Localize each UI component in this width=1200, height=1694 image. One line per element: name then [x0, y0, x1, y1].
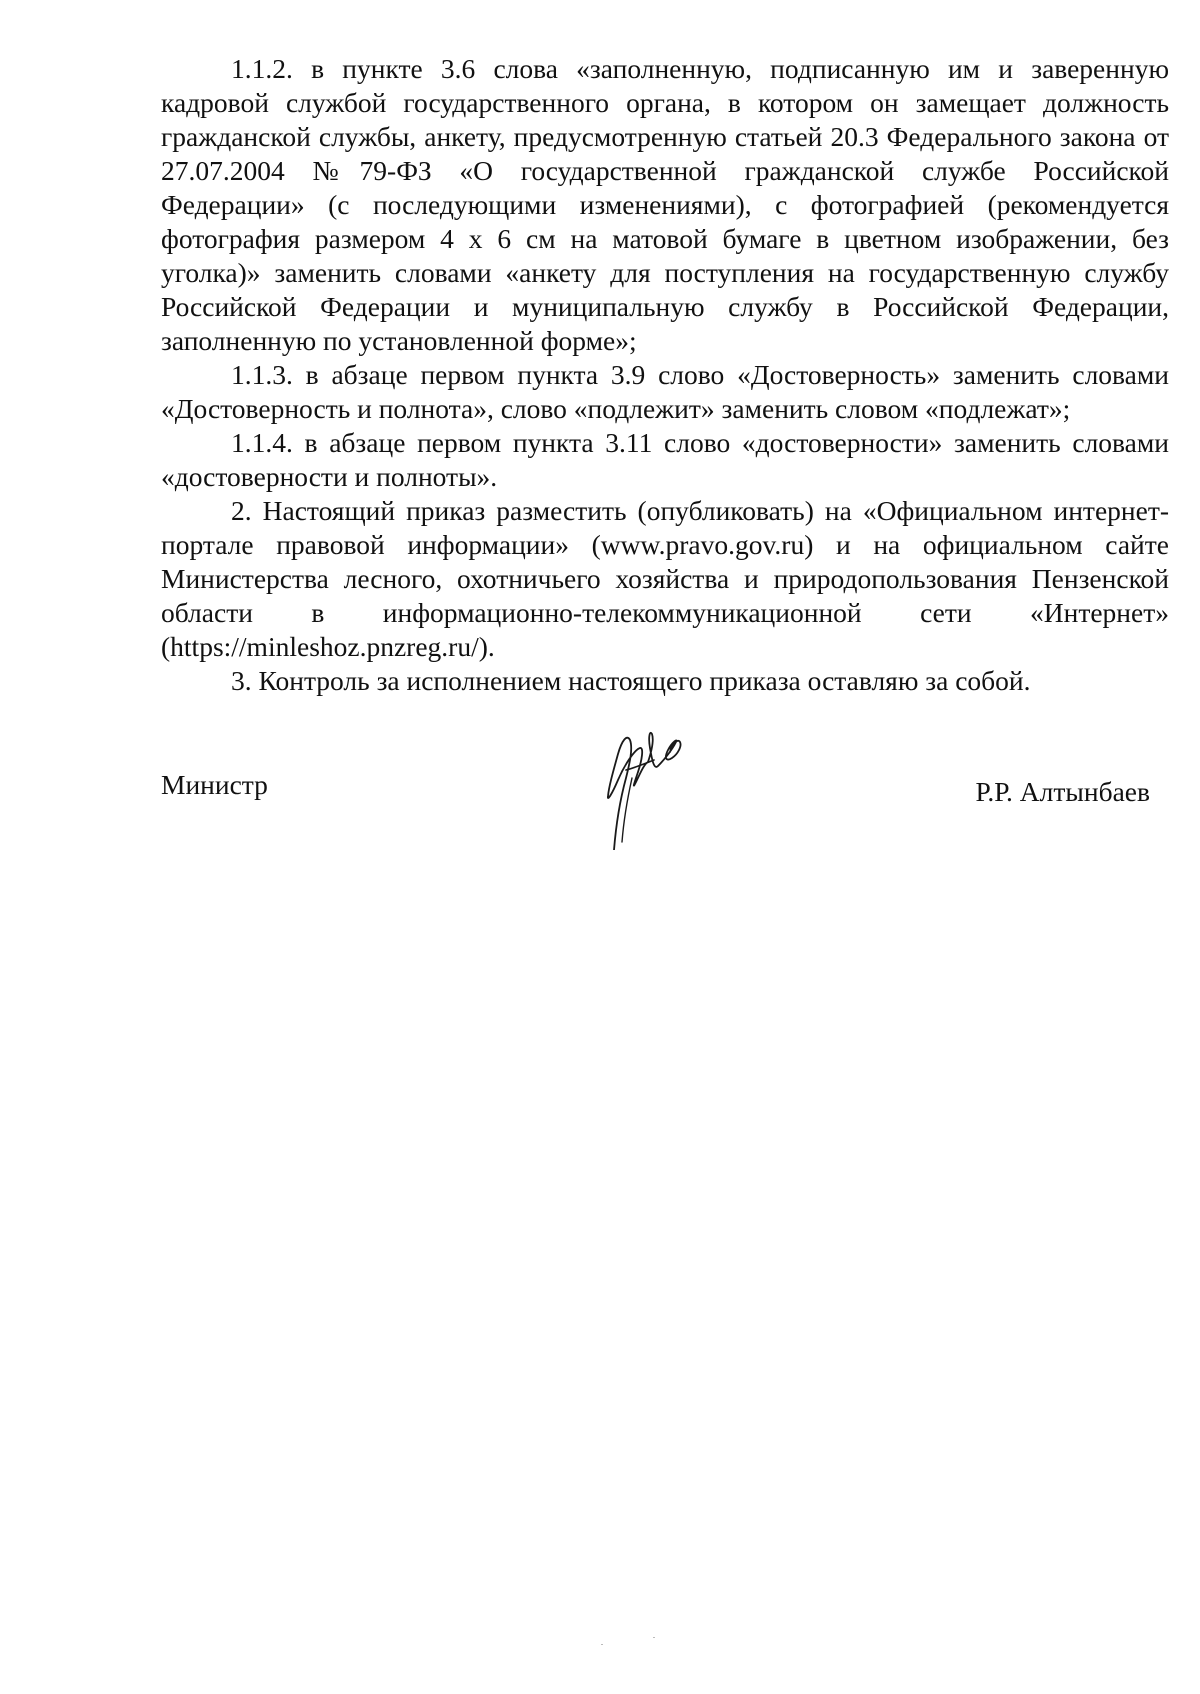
scan-speck: [653, 1637, 655, 1638]
paragraph-1-1-2: 1.1.2. в пункте 3.6 слова «заполненную, подписанную им и заверенную кадровой службой государственного органа, в котором он замещает должность гражданской службы, анкету, предусмотренную статьей 20.3 Федерального закона от 27.07.2004 №79-ФЗ «О государственной гражданской службе Российской Федерации» (с последующими изменениями), с фотографией (рекомендуется фотография размером 4 х 6 см на матовой бумаге в цветном изображении, без уголка)» заменить словами «анкету для поступления на государственную службу Российской Федерации и муниципальную службу в Российской Федерации, заполненную по установленной форме»;: [161, 53, 1169, 356]
signatory-title: Министр: [161, 769, 268, 800]
handwritten-signature: [592, 720, 702, 850]
document-body: [161, 52, 1169, 698]
paragraph-2: 2. Настоящий приказ разместить (опубликовать) на «Официальном интернет-портале правовой информации» (www.pravo.gov.ru) и на официальном сайте Министерства лесного, охотничьего хозяйства и природопользования Пензенской области в информационно-телекоммуникационной сети «Интернет» (https://minleshoz.pnzreg.ru/).: [161, 495, 1169, 662]
signatory-name: Р.Р. Алтынбаев: [975, 776, 1150, 807]
paragraph-3: 3. Контроль за исполнением настоящего приказа оставляю за собой.: [231, 665, 1031, 696]
signature-block: [0, 720, 1200, 860]
paragraph-1-1-3: 1.1.3. в абзаце первом пункта 3.9 слово «Достоверность» заменить словами «Достоверность и полнота», слово «подлежит» заменить словом «подлежат»;: [161, 359, 1169, 424]
paragraph-1-1-4: 1.1.4. в абзаце первом пункта 3.11 слово «достоверности» заменить словами «достоверности и полноты».: [161, 427, 1169, 492]
scan-speck: [601, 1644, 603, 1645]
